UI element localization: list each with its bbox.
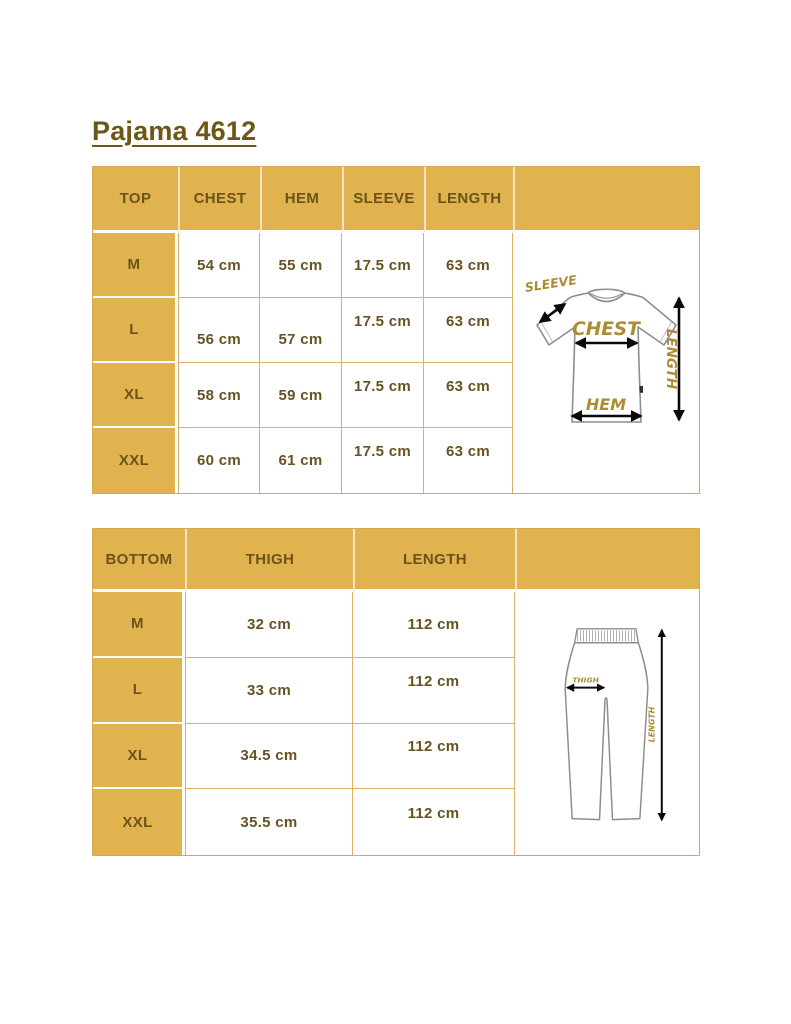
top-size-label-xl: XL [93,363,178,428]
bottom-size-label-l: L [93,658,185,724]
pants-outline-icon [565,629,648,820]
top-table-header-spacer [513,167,699,233]
top-size-label-l: L [93,298,178,363]
top-cell-xl-sleeve: 17.5 cm [342,363,424,428]
top-size-label-m: M [93,233,178,298]
top-table-header-sleeve: SLEEVE [342,167,424,233]
top-cell-xxl-chest: 60 cm [178,428,260,493]
top-table-header-length: LENGTH [424,167,513,233]
top-size-table [92,166,700,494]
top-cell-xxl-hem: 61 cm [260,428,342,493]
bottom-size-label-m: M [93,592,185,658]
top-cell-m-sleeve: 17.5 cm [342,233,424,298]
top-cell-m-hem: 55 cm [260,233,342,298]
bottom-size-table [92,528,700,856]
pants-diagram-cell [515,592,699,855]
shirt-length-diagram-label: LENGTH [663,328,679,390]
bottom-size-label-xl: XL [93,724,185,790]
care-tag-icon [640,386,643,393]
hem-diagram-label: HEM [585,395,627,414]
bottom-table-header-bottom: BOTTOM [93,529,185,592]
top-cell-l-chest: 56 cm [178,298,260,363]
sleeve-diagram-label: SLEEVE [523,272,578,296]
bottom-table-header-length: LENGTH [353,529,515,592]
tshirt-diagram-cell [513,233,699,493]
top-table-header-chest: CHEST [178,167,260,233]
chest-diagram-label: CHEST [572,319,640,340]
top-cell-m-chest: 54 cm [178,233,260,298]
top-cell-xl-chest: 58 cm [178,363,260,428]
top-table-header-top: TOP [93,167,178,233]
pants-length-diagram-label: LENGTH [647,706,657,743]
top-cell-l-hem: 57 cm [260,298,342,363]
bottom-table-header-thigh: THIGH [185,529,353,592]
bottom-cell-xxl-length: 112 cm [353,789,515,855]
top-cell-m-length: 63 cm [424,233,513,298]
bottom-table-header-spacer [515,529,699,592]
tshirt-diagram [513,233,699,493]
pants-diagram [515,592,699,855]
top-cell-xl-length: 63 cm [424,363,513,428]
bottom-cell-xl-thigh: 34.5 cm [185,724,353,790]
bottom-cell-m-thigh: 32 cm [185,592,353,658]
top-cell-l-sleeve: 17.5 cm [342,298,424,363]
bottom-cell-m-length: 112 cm [353,592,515,658]
top-cell-xxl-sleeve: 17.5 cm [342,428,424,493]
bottom-size-label-xxl: XXL [93,789,185,855]
bottom-cell-l-thigh: 33 cm [185,658,353,724]
top-table-header-hem: HEM [260,167,342,233]
thigh-diagram-label: THIGH [572,675,599,685]
top-size-label-xxl: XXL [93,428,178,493]
bottom-cell-xxl-thigh: 35.5 cm [185,789,353,855]
top-cell-l-length: 63 cm [424,298,513,363]
bottom-cell-l-length: 112 cm [353,658,515,724]
top-cell-xxl-length: 63 cm [424,428,513,493]
bottom-cell-xl-length: 112 cm [353,724,515,790]
page-title: Pajama 4612 [92,116,257,146]
top-cell-xl-hem: 59 cm [260,363,342,428]
